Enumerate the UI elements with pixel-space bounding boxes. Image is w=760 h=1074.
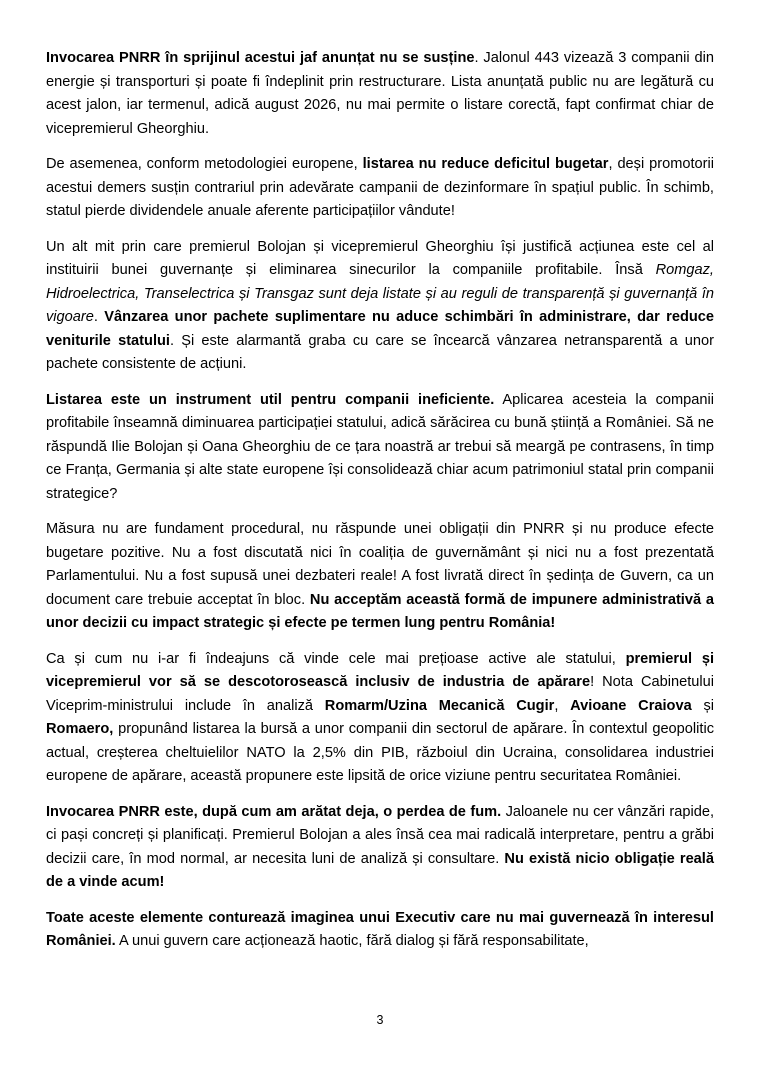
bold-text: Listarea este un instrument util pentru companii ineficiente. xyxy=(46,391,495,408)
document-body xyxy=(46,47,714,966)
bold-text: Invocarea PNRR în sprijinul acestui jaf anunțat nu se susține xyxy=(46,50,475,66)
bold-text: Avioane Craiova xyxy=(570,697,692,714)
text-run: Aplicarea acesteia la companii profitabile înseamnă diminuarea participației statului, adică sărăcirea cu bună știință a României. Să ne răspundă Ilie Bolojan și Oana Gheorghiu de ce țara noastră ar trebui să meargă pe contrasens, în timp ce Franța, Germania și alte state europene își consolidează chiar acum patrimoniul statal prin companii strategice? xyxy=(46,391,714,502)
bold-text: premierul și vicepremierul vor să se descotorosească inclusiv de industria de apărare xyxy=(46,650,714,690)
italic-text: Romgaz, Hidroelectrica, Transelectrica și Transgaz sunt deja listate și au reguli de transparență și guvernanță în vigoare xyxy=(46,262,714,325)
paragraph xyxy=(46,907,714,954)
text-run: ! Nota Cabinetului Viceprim-ministrului include în analiză xyxy=(46,674,714,714)
text-run: , xyxy=(554,697,571,714)
text-run: De asemenea, conform metodologiei europene, xyxy=(46,156,363,172)
bold-text: Nu acceptăm această formă de impunere administrativă a unor decizii cu impact strategic și efecte pe termen lung pentru România! xyxy=(46,591,714,631)
text-run: , deși promotorii acestui demers susțin contrariul prin adevărate campanii de dezinformare în spațiul public. În schimb, statul pierde dividendele anuale aferente participațiilor vândute! xyxy=(46,156,714,219)
bold-text: Nu există nicio obligație reală de a vinde acum! xyxy=(46,850,714,890)
bold-text: Romaero, xyxy=(46,721,114,737)
text-run: Ca și cum nu i-ar fi îndeajuns că vinde cele mai prețioase active ale statului, xyxy=(46,650,626,667)
text-run: . Jalonul 443 vizează 3 companii din energie și transporturi și poate fi îndeplinit prin restructurare. Lista anunțată public nu are legătură cu acest jalon, iar termenul, adică august 2026, nu mai permite o listare corectă, fapt confirmat chiar de vicepremierul Gheorghiu. xyxy=(46,50,714,137)
text-run: Măsura nu are fundament procedural, nu răspunde unei obligații din PNRR și nu produce efecte bugetare pozitive. Nu a fost discutată nici în coaliția de guvernământ și nici nu a fost prezentată Parlamentului. Nu a fost supusă unei dezbateri reale! A fost livrată direct în ședința de Guvern, ca un document care trebuie acceptat în bloc. xyxy=(46,521,714,608)
text-run: și xyxy=(691,697,715,714)
paragraph xyxy=(46,47,714,141)
text-run: A unui guvern care acționează haotic, fără dialog și fără responsabilitate, xyxy=(115,933,589,949)
text-run: . xyxy=(93,309,105,325)
paragraph xyxy=(46,648,714,789)
bold-text: Toate aceste elemente conturează imaginea unui Executiv care nu mai guvernează în interesul României. xyxy=(46,909,714,949)
paragraph xyxy=(46,153,714,224)
bold-text: Romarm/Uzina Mecanică Cugir xyxy=(324,697,555,714)
bold-text: Vânzarea unor pachete suplimentare nu aduce schimbări în administrare, dar reduce veniturile statului xyxy=(46,309,715,349)
text-run: . Și este alarmantă graba cu care se încearcă vânzarea netransparentă a unor pachete consistente de acțiuni. xyxy=(46,332,715,372)
paragraph xyxy=(46,518,714,636)
bold-text: Invocarea PNRR este, după cum am arătat deja, o perdea de fum. xyxy=(46,803,502,820)
paragraph xyxy=(46,389,714,507)
page-number: 3 xyxy=(376,1013,384,1027)
bold-text: listarea nu reduce deficitul bugetar xyxy=(362,156,609,172)
paragraph xyxy=(46,236,714,377)
paragraph xyxy=(46,801,714,895)
text-run: propunând listarea la bursă a unor companii din sectorul de apărare. În contextul geopolitic actual, creșterea cheltuielilor NATO la 2,5% din PIB, războiul din Ucraina, consolidarea industriei europene de apărare, această propunere este lipsită de orice viziune pentru securitatea României. xyxy=(46,721,714,784)
text-run: Un alt mit prin care premierul Bolojan și vicepremierul Gheorghiu își justifică acțiunea este cel al instituirii bunei guvernanțe și eliminarea sinecurilor la companiile profitabile. Însă xyxy=(46,238,714,278)
text-run: Jaloanele nu cer vânzări rapide, ci pași concreți și planificați. Premierul Bolojan a ales însă cea mai radicală interpretare, pentru a grăbi decizii care, în mod normal, ar necesita luni de analiză și consultare. xyxy=(46,803,714,867)
